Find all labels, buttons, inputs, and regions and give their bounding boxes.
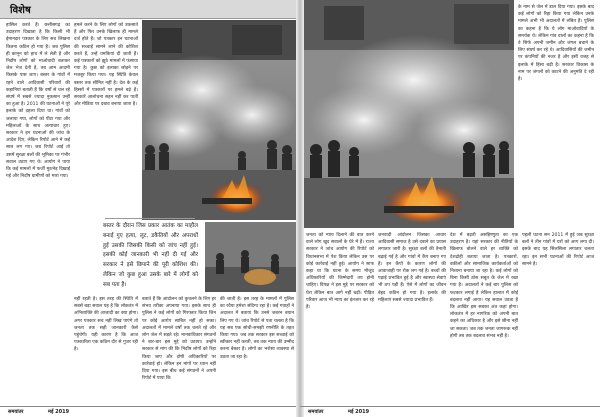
- article-column-4: [220, 296, 294, 404]
- column-text: हमले करने के लिए लोगों को उकसाते हैं और फिर उनके खिलाफ ही मामले दर्ज होते हैं। जो पत्रकार इन घटनाओं की सच्चाई सामने लाने की कोशिश करते हैं, उन्हें धमकियां दी जाती हैं। कई पत्रकारों को झूठे मामलों में फंसाया गया है। कुछ को इलाका छोड़ने पर मजबूर किया गया। यह स्थिति केवल बस्तर तक सीमित नहीं है। देश के कई हिस्सों में पत्रकारों पर हमले बढ़े हैं। सरकारें आलोचना सहन नहीं कर पातीं और मीडिया पर दबाव बनाया जाता है।: [74, 23, 138, 108]
- article-column-4: [450, 232, 518, 404]
- pullquote-rule: [105, 218, 195, 219]
- article-column-3: [142, 296, 216, 404]
- article-column-2: [74, 22, 138, 212]
- article-column-1: [6, 22, 70, 402]
- page-footer: [300, 406, 600, 417]
- article-column-2: [306, 232, 374, 404]
- right-page: [300, 0, 600, 417]
- column-text: जनता को न्याय दिलाने की बात करने वाले लोग खुद सवालों के घेरे में हैं। राज्य सरकार ने जांच आयोग की रिपोर्ट को विधानसभा में पेश किया लेकिन उस पर कोई कार्रवाई नहीं हुई। आयोग ने साफ कहा था कि घटना के समय मौजूद अधिकारियों की जिम्मेदारी तय होनी चाहिए। विपक्ष ने इस मुद्दे पर सरकार को घेरा लेकिन बात आगे नहीं बढ़ी। पीड़ित परिवार आज भी न्याय का इंतजार कर रहे हैं।: [306, 233, 374, 311]
- article-column-3: [378, 232, 446, 404]
- footer-page: मई 2019: [48, 409, 70, 415]
- article-column-1: [518, 4, 594, 226]
- footer-magazine: समयांतर: [8, 409, 24, 415]
- pullquote-text: बस्तर के दौरान जिस प्रकार आतंक का माहौल बनाई गुए हत्या, लूट, डकैतियों और अपराधों हुई उसकी जिसकी किसी को जांच नहीं हुई। इसकी कोई जानकारी भी नहीं दी गई और सरकार ने इसे छिपाने की पूरी कोशिश की। लेकिन जो कुछ हुआ उसके बारे में लोगों को सब पता है।: [103, 223, 198, 288]
- section-label: विशेष: [10, 5, 31, 16]
- protest-photo: [142, 20, 298, 220]
- crowd-photo: [304, 0, 514, 228]
- section-header: [0, 0, 300, 19]
- column-text: बताते हैं कि आंदोलन को कुचलने के लिए हर संभव तरीका अपनाया गया। इसके साथ ही पुलिस ने कई लोगों को गिरफ्तार किया जिन पर कोई आरोप साबित नहीं हो सका। अदालतों में मामले वर्षों तक चलते रहे और लोग जेल में सड़ते रहे। मानवाधिकार संगठनों ने बार-बार इस मुद्दे को उठाया। उन्होंने सरकार से मांग की कि निर्दोष लोगों को रिहा किया जाए और दोषी अधिकारियों पर कार्रवाई हो। लेकिन इन मांगों पर ध्यान नहीं दिया गया। इस बीच कई संगठनों ने अपनी रिपोर्ट में पाया कि: [142, 297, 216, 382]
- column-text: जनवादी आंदोलन जिसका आधार आदिवासी समाज है उसे दबाने का प्रयास लगातार जारी है। सुरक्षा बलों की तैनाती बढ़ाई गई है और गांवों में कैंप बनाए गए हैं। इन कैंपों के कारण लोगों की आवाजाही पर रोक लग गई है। बच्चों की पढ़ाई प्रभावित हुई है और स्वास्थ्य सेवाएं भी ठप पड़ी हैं। ऐसे में लोगों का जीवन बेहद कठिन हो गया है। इलाके की महिलाएं सबसे ज्यादा प्रभावित हैं।: [378, 233, 446, 303]
- column-text: नहीं रहती है। इस तरह की स्थिति में सबसे बड़ा सवाल यह है कि लोकतंत्र में अभिव्यक्ति की आजादी का क्या होगा। अगर पत्रकार सच नहीं लिख पाएंगे तो जनता तक सही जानकारी कैसे पहुंचेगी। यही कारण है कि आज पत्रकारिता एक कठिन दौर से गुजर रही है।: [74, 297, 138, 353]
- column-text: हासिल करते हैं। छत्तीसगढ़ का उदाहरण दिखाता है कि किसी भी ईमानदार पत्रकार के लिए सच लिखना कितना कठिन हो गया है। जब पुलिस ही कानून को हाथ में ले लेती है और निर्दोष लोगों को माओवादी बताकर जेल भेज देती है, तब आम आदमी किसके पास जाए। बस्तर के गांवों में रहने वाले आदिवासी परिवारों की कहानियां बताती हैं कि वर्षों से चल रहे संघर्ष में सबसे ज्यादा नुकसान उन्हीं का हुआ है। 2011 की घटनाओं ने पूरे इलाके को दहला दिया था। गांवों को जलाया गया, लोगों को पीटा गया और महिलाओं के साथ अत्याचार हुए। सरकार ने इन घटनाओं की जांच के आदेश दिए, लेकिन रिपोर्ट आने में कई साल लग गए। जब रिपोर्ट आई तो उसमें सुरक्षा बलों की भूमिका पर गंभीर सवाल उठाए गए थे। आयोग ने पाया कि कई मामलों में फर्जी मुठभेड़ दिखाई गई और निर्दोष ग्रामीणों को मारा गया।: [6, 23, 70, 180]
- footer-magazine: समयांतर: [308, 409, 324, 415]
- column-text: देश में बढ़ती असहिष्णुता का एक उदाहरण है। यहां सरकार की नीतियों के खिलाफ बोलने वाले हर व्यक्ति को देशद्रोही बताया जाता है। पत्रकारों, वकीलों और सामाजिक कार्यकर्ताओं को निशाना बनाया जा रहा है। कई लोगों को बिना किसी ठोस सबूत के जेल में रखा गया है। अदालतों ने कई बार पुलिस को फटकार लगाई है लेकिन हालात में कोई बदलाव नहीं आया। यह सवाल उठता है कि आखिर इस सबका अंत कहां होगा। लोकतंत्र में हर नागरिक को अपनी बात कहने का अधिकार है और इसे छीना नहीं जा सकता। जब तक जनता जागरूक नहीं होगी तब तक बदलाव संभव नहीं है।: [450, 233, 518, 339]
- street-photo: [205, 222, 298, 292]
- column-text: के नाम से जेल में डाल दिया गया। इसके बाद कई लोगों को रिहा किया गया लेकिन उनके मामले अभी भी अदालतों में लंबित हैं। पुलिस का कहना है कि ये लोग माओवादियों के समर्थक थे। लेकिन गांव वालों का कहना है कि वे सिर्फ अपनी जमीन और जंगल बचाने के लिए संघर्ष कर रहे थे। आदिवासियों की जमीन पर कंपनियों की नजर है और इसी वजह से इलाके में हिंसा बढ़ी है। सरकार विकास के नाम पर जंगलों को काटने की अनुमति दे रही है।: [518, 5, 594, 83]
- page-footer: [0, 406, 300, 417]
- column-text: पहली घटना सन 2011 में हुई जब सुरक्षा बलों ने तीन गांवों में घरों को आग लगा दी। इसके बाद यह सिलसिला लगातार चलता रहा। इन सभी घटनाओं की रिपोर्ट आज सामने है।: [522, 233, 594, 267]
- pullquote: [103, 222, 198, 294]
- article-column-2b: [74, 296, 138, 404]
- column-text: की जाती है। इस तरह के मामलों में पुलिस का रवैया हमेशा संदिग्ध रहा है। कई गवाहों ने अदालत में बताया कि उनसे जबरन बयान लिए गए थे। जांच रिपोर्ट से पता चलता है कि यह सब एक सोची-समझी रणनीति के तहत किया गया। जब तक सरकार इस सच्चाई को स्वीकार नहीं करती, तब तक न्याय की उम्मीद करना बेकार है। लोगों का भरोसा व्यवस्था से उठता जा रहा है।: [220, 297, 294, 360]
- article-column-5: [522, 232, 594, 404]
- footer-page: मई 2019: [348, 409, 370, 415]
